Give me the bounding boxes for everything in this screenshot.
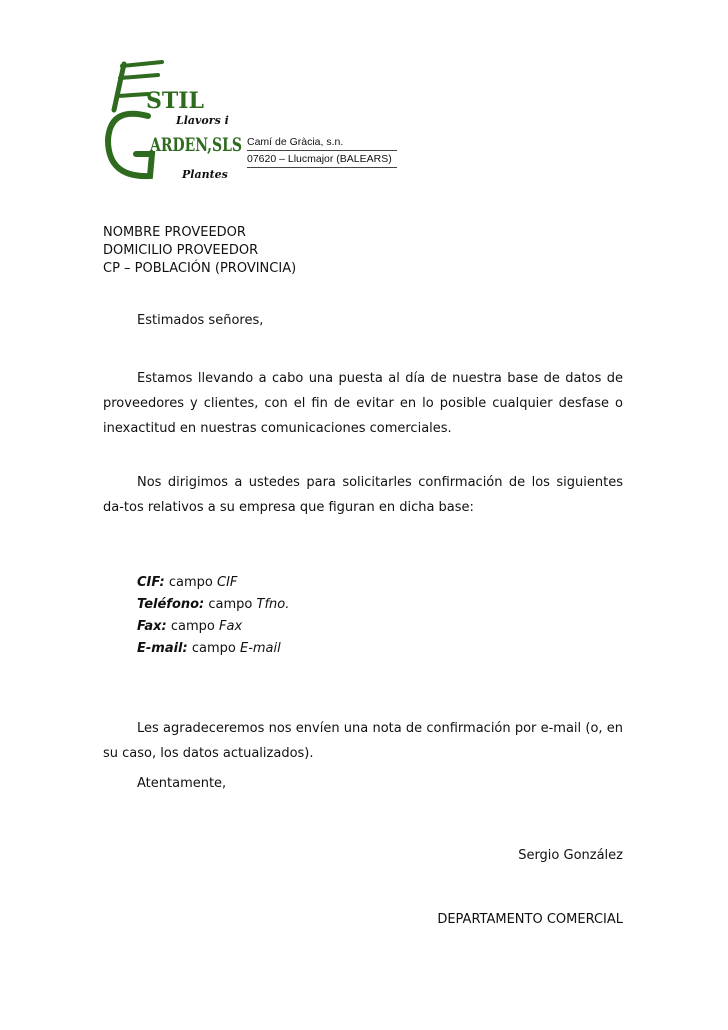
logo-text-stil: STIL — [146, 88, 205, 114]
recipient-city: CP – POBLACIÓN (PROVINCIA) — [103, 261, 297, 276]
field-label: Teléfono: — [137, 597, 205, 612]
field-value: Fax — [219, 619, 243, 634]
field-prefix: campo — [191, 641, 236, 656]
field-cif — [137, 572, 289, 594]
field-prefix: campo — [168, 575, 213, 590]
sender-address-block — [247, 134, 397, 168]
requested-fields-list — [137, 572, 289, 660]
field-fax — [137, 616, 289, 638]
logo-text-llavors: Llavors i — [176, 114, 229, 127]
paragraph-1: Estamos llevando a cabo una puesta al día de nuestra base de datos de proveedores y clientes, con el fin de evitar en lo posible cualquier desfase o inexactitud en nuestras comunicaciones comerciales. — [103, 371, 623, 436]
logo-text-arden: ARDEN,SLS — [149, 134, 242, 156]
closing: Atentamente, — [137, 776, 227, 791]
field-prefix: campo — [208, 597, 253, 612]
sender-street: Camí de Gràcia, s.n. — [247, 134, 397, 151]
field-value: CIF — [217, 575, 238, 590]
department-name: DEPARTAMENTO COMERCIAL — [437, 912, 623, 927]
paragraph-2: Nos dirigimos a ustedes para solicitarles confirmación de los siguientes da-tos relativos a su empresa que figuran en dicha base: — [103, 475, 623, 515]
field-label: CIF: — [137, 575, 165, 590]
field-value: E-mail — [239, 641, 281, 656]
recipient-address: DOMICILIO PROVEEDOR — [103, 243, 259, 258]
greeting: Estimados señores, — [137, 313, 264, 328]
field-telefono — [137, 594, 289, 616]
signature-name: Sergio González — [518, 848, 623, 863]
field-label: Fax: — [137, 619, 167, 634]
paragraph-3: Les agradeceremos nos envíen una nota de confirmación por e-mail (o, en su caso, los datos actualizados). — [103, 721, 623, 761]
field-value: Tfno. — [256, 597, 290, 612]
company-logo — [100, 58, 245, 188]
logo-text-plantes: Plantes — [182, 168, 228, 181]
recipient-address-block — [103, 224, 296, 278]
field-label: E-mail: — [137, 641, 188, 656]
sender-city: 07620 – Llucmajor (BALEARS) — [247, 151, 397, 168]
logo-graphic — [100, 58, 245, 188]
recipient-name: NOMBRE PROVEEDOR — [103, 225, 246, 240]
field-prefix: campo — [170, 619, 215, 634]
field-email — [137, 638, 289, 660]
